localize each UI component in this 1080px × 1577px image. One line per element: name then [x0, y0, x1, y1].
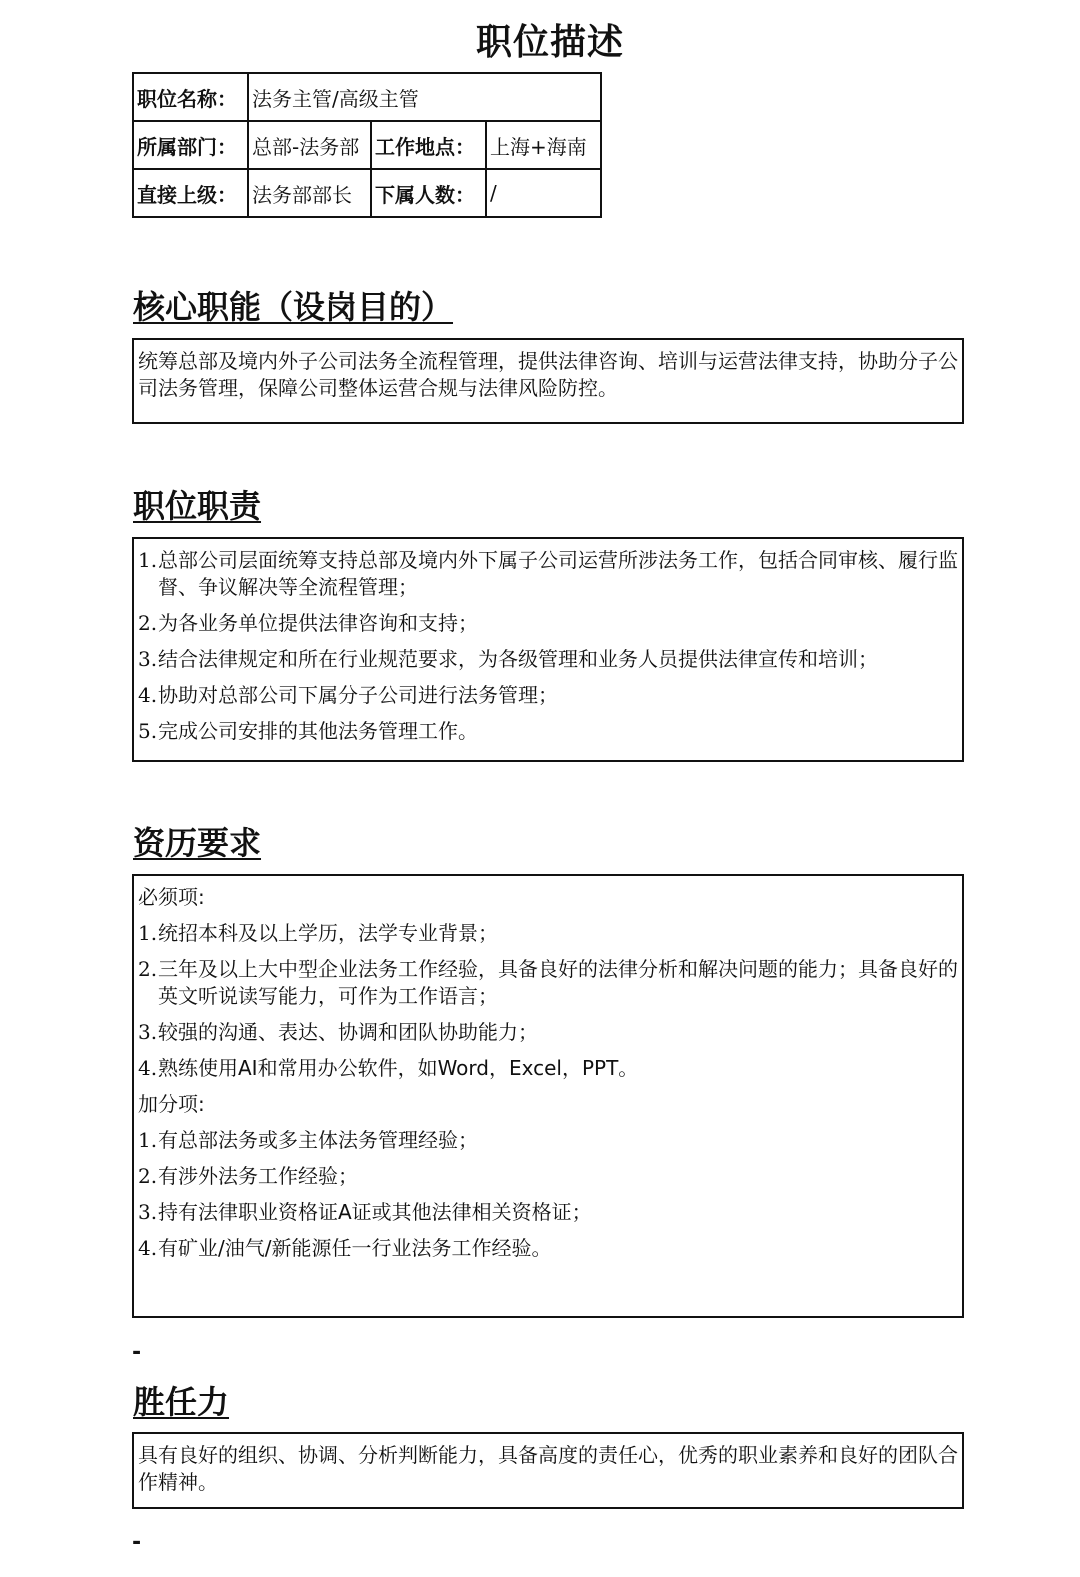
list-number: 1. [138, 921, 158, 945]
table-row [133, 169, 601, 217]
required-label: 必须项: [138, 885, 205, 909]
bonus-text: 有总部法务或多主体法务管理经验； [158, 1128, 478, 1152]
duties-heading: 职位职责 [133, 487, 262, 525]
list-item [138, 1019, 958, 1046]
requirement-text: 三年及以上大中型企业法务工作经验，具备良好的法律分析和解决问题的能力；具备良好的英文听说读写能力，可作为工作语言； [158, 957, 958, 1008]
list-item [138, 718, 958, 745]
list-item [138, 682, 958, 709]
duties-box [132, 537, 964, 762]
list-item [138, 920, 958, 947]
job-info-table [132, 72, 602, 218]
department-value: 总部-法务部 [248, 121, 371, 169]
table-row [133, 121, 601, 169]
list-number: 4. [138, 683, 158, 707]
list-number: 2. [138, 611, 158, 635]
position-name-value: 法务主管/高级主管 [248, 73, 601, 121]
list-item [138, 956, 958, 1010]
list-number: 3. [138, 1200, 158, 1224]
list-number: 1. [138, 1128, 158, 1152]
list-item [138, 1235, 958, 1262]
competency-heading: 胜任力 [133, 1383, 230, 1421]
list-number: 4. [138, 1056, 158, 1080]
list-number: 5. [138, 719, 158, 743]
requirement-text: 较强的沟通、表达、协调和团队协助能力； [158, 1020, 538, 1044]
competency-text: 具有良好的组织、协调、分析判断能力，具备高度的责任心，优秀的职业素养和良好的团队合作精神。 [138, 1443, 958, 1494]
qualifications-box [132, 874, 964, 1318]
requirement-text: 熟练使用AI和常用办公软件，如Word，Excel，PPT。 [158, 1056, 639, 1080]
core-function-text: 统筹总部及境内外子公司法务全流程管理，提供法律咨询、培训与运营法律支持，协助分子公司法务管理，保障公司整体运营合规与法律风险防控。 [138, 349, 958, 400]
list-number: 1. [138, 548, 158, 572]
department-label: 所属部门： [133, 121, 248, 169]
competency-box [132, 1432, 964, 1509]
list-item [138, 1163, 958, 1190]
bonus-label: 加分项: [138, 1092, 205, 1116]
core-function-heading: 核心职能（设岗目的） [133, 288, 454, 326]
separator-dash: - [132, 1530, 142, 1555]
list-item [138, 1127, 958, 1154]
list-number: 3. [138, 647, 158, 671]
duty-text: 为各业务单位提供法律咨询和支持； [158, 611, 478, 635]
duty-text: 总部公司层面统筹支持总部及境内外下属子公司运营所涉法务工作，包括合同审核、履行监督、争议解决等全流程管理； [158, 548, 958, 599]
list-number: 3. [138, 1020, 158, 1044]
location-value: 上海+海南 [486, 121, 601, 169]
requirement-text: 统招本科及以上学历，法学专业背景； [158, 921, 498, 945]
bonus-text: 持有法律职业资格证A证或其他法律相关资格证； [158, 1200, 592, 1224]
supervisor-value: 法务部部长 [248, 169, 371, 217]
subordinates-label: 下属人数： [371, 169, 486, 217]
page-title: 职位描述 [475, 22, 624, 63]
table-row [133, 73, 601, 121]
list-number: 4. [138, 1236, 158, 1260]
duty-text: 协助对总部公司下属分子公司进行法务管理； [158, 683, 558, 707]
bonus-text: 有涉外法务工作经验； [158, 1164, 358, 1188]
subordinates-value: / [486, 169, 601, 217]
list-number: 2. [138, 957, 158, 981]
supervisor-label: 直接上级： [133, 169, 248, 217]
list-item [138, 1055, 958, 1082]
list-item [138, 547, 958, 601]
qualifications-heading: 资历要求 [133, 824, 262, 862]
separator-dash: - [132, 1340, 142, 1365]
list-number: 2. [138, 1164, 158, 1188]
list-item [138, 610, 958, 637]
list-item [138, 1199, 958, 1226]
duty-text: 完成公司安排的其他法务管理工作。 [158, 719, 478, 743]
list-item [138, 646, 958, 673]
location-label: 工作地点： [371, 121, 486, 169]
core-function-box [132, 338, 964, 424]
bonus-text: 有矿业/油气/新能源任一行业法务工作经验。 [158, 1236, 552, 1260]
duty-text: 结合法律规定和所在行业规范要求，为各级管理和业务人员提供法律宣传和培训； [158, 647, 878, 671]
position-name-label: 职位名称： [133, 73, 248, 121]
